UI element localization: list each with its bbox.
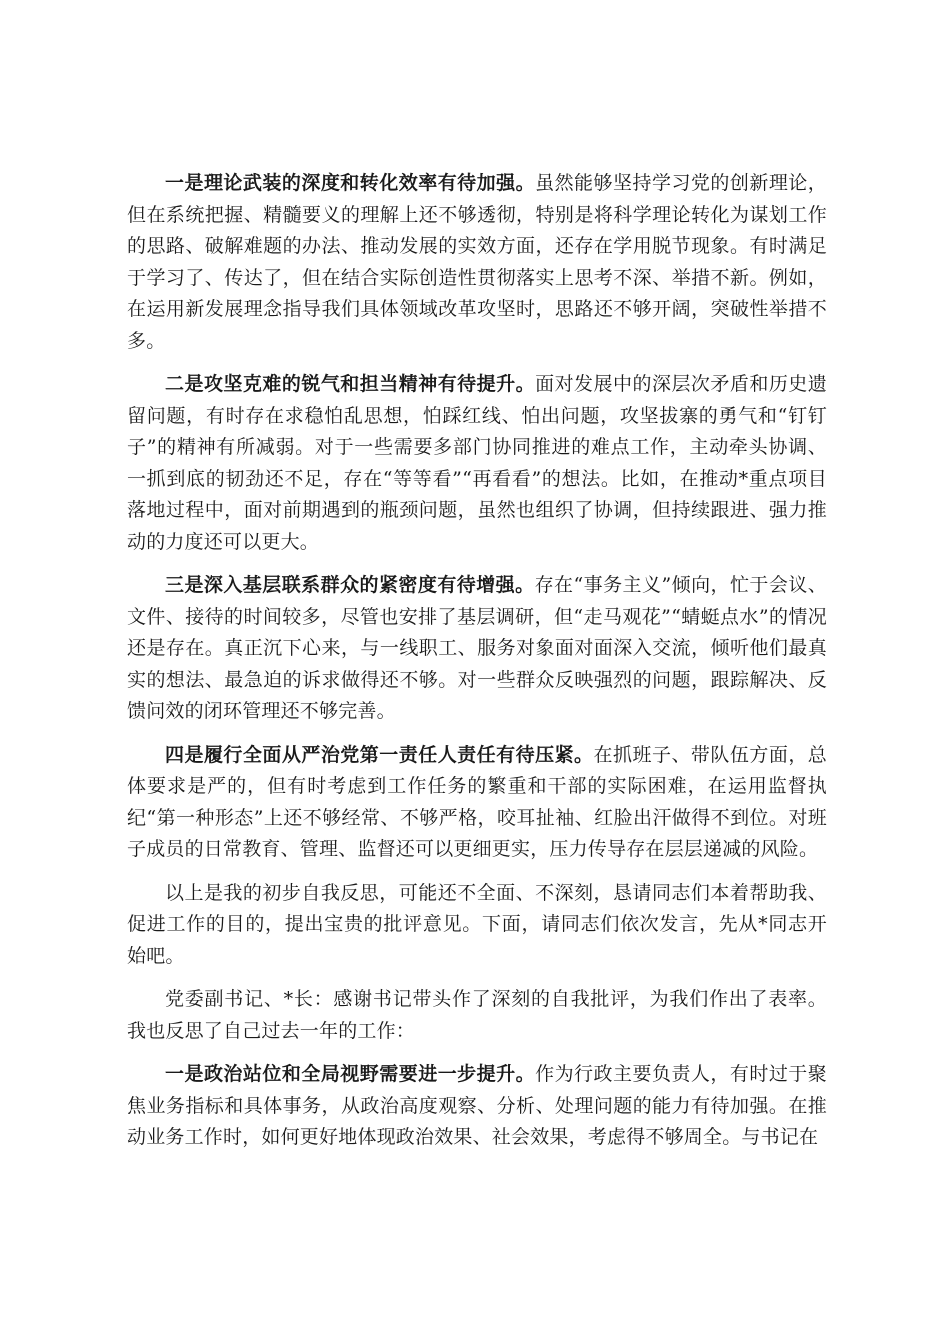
paragraph-1-heading: 一是理论武装的深度和转化效率有待加强。 [165, 172, 536, 194]
paragraph-2-heading: 二是攻坚克难的锐气和担当精神有待提升。 [165, 373, 536, 395]
paragraph-4 [127, 740, 827, 866]
paragraph-7-body: 作为行政主要负责人，有时过于聚焦业务指标和具体事务，从政治高度观察、分析、处理问题的能力有待加强。在推动业务工作时，如何更好地体现政治效果、社会效果，考虑得不够周全。与书记在 [127, 1063, 827, 1148]
paragraph-5-body: 以上是我的初步自我反思，可能还不全面、不深刻，恳请同志们本着帮助我、促进工作的目的，提出宝贵的批评意见。下面，请同志们依次发言，先从*同志开始吧。 [127, 881, 827, 967]
paragraph-3 [127, 570, 827, 728]
paragraph-7-heading: 一是政治站位和全局视野需要进一步提升。 [165, 1063, 536, 1085]
paragraph-4-body: 在抓班子、带队伍方面，总体要求是严的，但有时考虑到工作任务的繁重和干部的实际困难，在运用监督执纪“第一种形态”上还不够经常、不够严格，咬耳扯袖、红脸出汗做得不到位。对班子成员的日常教育、管理、监督还可以更细更实，压力传导存在层层递减的风险。 [127, 743, 827, 860]
paragraph-3-heading: 三是深入基层联系群众的紧密度有待增强。 [165, 574, 535, 596]
paragraph-6-body: 党委副书记、*长：感谢书记带头作了深刻的自我批评，为我们作出了表率。我也反思了自己过去一年的工作： [127, 988, 827, 1042]
paragraph-1-body: 虽然能够坚持学习党的创新理论，但在系统把握、精髓要义的理解上还不够透彻，特别是将科学理论转化为谋划工作的思路、破解难题的办法、推动发展的实效方面，还存在学用脱节现象。有时满足于学习了、传达了，但在结合实际创造性贯彻落实上思考不深、举措不新。例如，在运用新发展理念指导我们具体领域改革攻坚时，思路还不够开阔，突破性举措不多。 [127, 172, 827, 352]
document-page [127, 168, 827, 1166]
paragraph-1 [127, 168, 827, 357]
paragraph-2 [127, 369, 827, 558]
paragraph-3-body: 存在“事务主义”倾向，忙于会议、文件、接待的时间较多，尽管也安排了基层调研，但“走马观花”“蜻蜓点水”的情况还是存在。真正沉下心来，与一线职工、服务对象面对面深入交流，倾听他们最真实的想法、最急迫的诉求做得还不够。对一些群众反映强烈的问题，跟踪解决、反馈问效的闭环管理还不够完善。 [127, 574, 827, 722]
paragraph-4-heading: 四是履行全面从严治党第一责任人责任有待压紧。 [165, 743, 594, 766]
paragraph-5 [127, 878, 827, 973]
paragraph-7 [127, 1059, 827, 1154]
paragraph-6 [127, 984, 827, 1047]
paragraph-2-body: 面对发展中的深层次矛盾和历史遗留问题，有时存在求稳怕乱思想，怕踩红线、怕出问题，攻坚拔寨的勇气和“钉钉子”的精神有所减弱。对于一些需要多部门协同推进的难点工作，主动牵头协调、一抓到底的韧劲还不足，存在“等等看”“再看看”的想法。比如，在推动*重点项目落地过程中，面对前期遇到的瓶颈问题，虽然也组织了协调，但持续跟进、强力推动的力度还可以更大。 [127, 373, 827, 553]
